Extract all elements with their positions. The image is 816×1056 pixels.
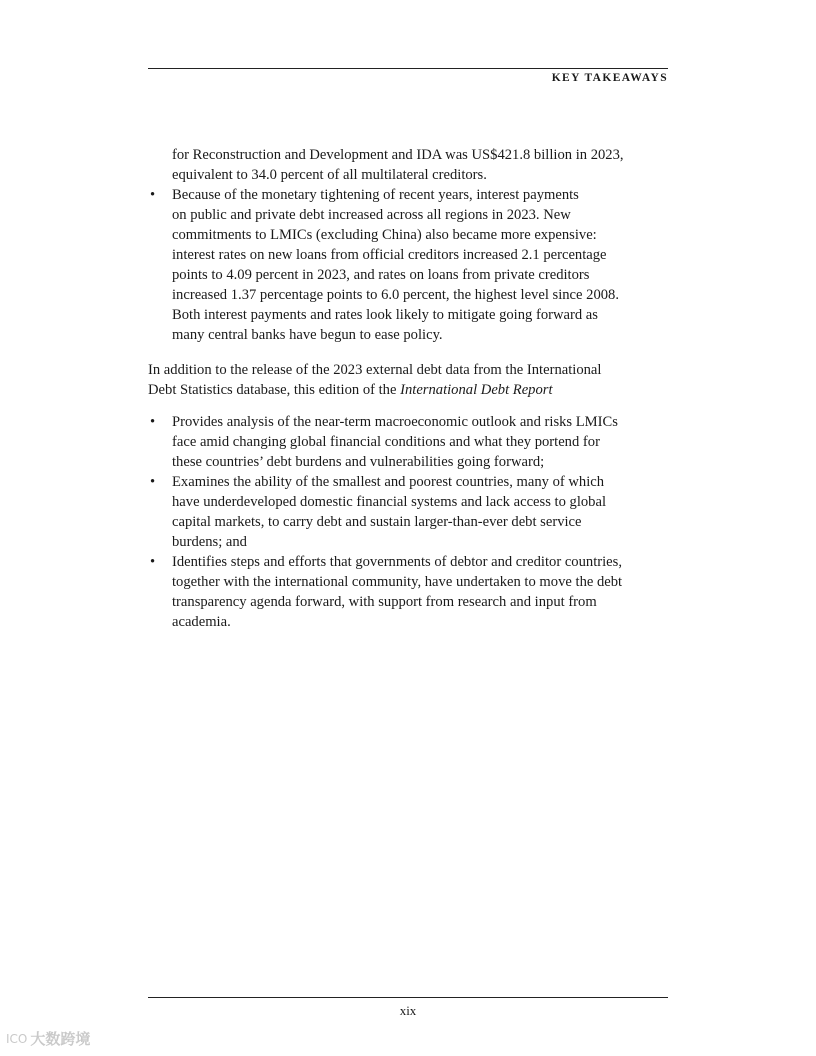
text-line: academia. <box>172 614 231 630</box>
text-line: increased 1.37 percentage points to 6.0 percent, the highest level since 2008. <box>172 287 619 303</box>
report-title: International Debt Report <box>400 382 553 398</box>
watermark-logo-icon: ICO <box>6 1031 28 1046</box>
continuation-paragraph <box>148 145 670 185</box>
text-line: together with the international community, have undertaken to move the debt <box>172 574 623 590</box>
text-line: capital markets, to carry debt and sustain larger-than-ever debt service <box>172 514 582 530</box>
watermark <box>6 1028 90 1049</box>
text-line: Identifies steps and efforts that governments of debtor and creditor countries, <box>172 554 622 570</box>
bullet-icon: • <box>150 414 156 430</box>
bullet-icon: • <box>150 187 156 203</box>
footer-rule <box>148 997 668 998</box>
running-head: KEY TAKEAWAYS <box>551 72 668 84</box>
text-line: for Reconstruction and Development and IDA was US$421.8 billion in 2023, <box>172 147 624 163</box>
bullet-icon: • <box>150 554 156 570</box>
text-line: transparency agenda forward, with support from research and input from <box>172 594 597 610</box>
list-item <box>148 552 670 632</box>
text-line: interest rates on new loans from official creditors increased 2.1 percentage <box>172 247 607 263</box>
text-line: burdens; and <box>172 534 247 550</box>
list-item <box>148 412 670 472</box>
list-item <box>148 472 670 552</box>
text-line: have underdeveloped domestic financial systems and lack access to global <box>172 494 607 510</box>
bullet-list-top <box>148 185 670 345</box>
bullet-icon: • <box>150 474 156 490</box>
text-line: equivalent to 34.0 percent of all multilateral creditors. <box>172 167 487 183</box>
text-line: points to 4.09 percent in 2023, and rates on loans from private creditors <box>172 267 590 283</box>
text-line: Both interest payments and rates look likely to mitigate going forward as <box>172 307 598 323</box>
text-line: Because of the monetary tightening of recent years, interest payments <box>172 187 579 203</box>
intro-paragraph <box>148 360 670 400</box>
text-line: In addition to the release of the 2023 external debt data from the International <box>148 362 602 378</box>
text-line: these countries’ debt burdens and vulnerabilities going forward; <box>172 454 545 470</box>
text-line: Examines the ability of the smallest and poorest countries, many of which <box>172 474 605 490</box>
bullet-list-bottom <box>148 412 670 632</box>
header-rule <box>148 68 668 69</box>
text-line: on public and private debt increased across all regions in 2023. New <box>172 207 571 223</box>
text-line: commitments to LMICs (excluding China) also became more expensive: <box>172 227 597 243</box>
watermark-text: 大数跨境 <box>30 1030 91 1048</box>
text-line: many central banks have begun to ease policy. <box>172 327 443 343</box>
list-item <box>148 185 670 345</box>
page-body <box>148 145 670 632</box>
text-line: face amid changing global financial conditions and what they portend for <box>172 434 600 450</box>
page-number: xix <box>399 1003 417 1018</box>
text-line: Debt Statistics database, this edition of the <box>148 382 401 398</box>
text-line: Provides analysis of the near-term macroeconomic outlook and risks LMICs <box>172 414 618 430</box>
